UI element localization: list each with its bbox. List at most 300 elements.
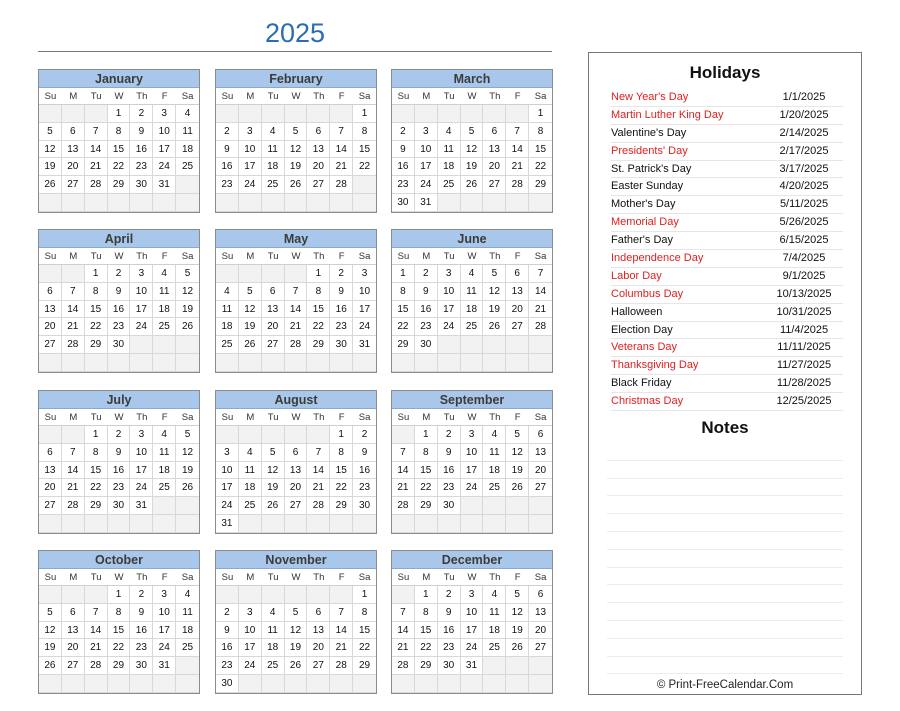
month-name: August bbox=[216, 391, 376, 409]
weekday-header: F bbox=[506, 248, 529, 265]
day-cell: 23 bbox=[216, 657, 239, 675]
day-cell: 15 bbox=[85, 301, 108, 319]
day-cell: 10 bbox=[461, 604, 484, 622]
day-cell: 25 bbox=[262, 657, 285, 675]
holiday-date: 1/1/2025 bbox=[782, 91, 826, 103]
day-cell: 1 bbox=[108, 105, 131, 123]
weekday-header: Su bbox=[392, 569, 415, 586]
month-march bbox=[391, 69, 553, 213]
holiday-date: 5/26/2025 bbox=[779, 216, 829, 229]
empty-day-cell bbox=[239, 105, 262, 123]
empty-day-cell bbox=[130, 675, 153, 693]
day-cell: 23 bbox=[353, 479, 376, 497]
day-cell: 4 bbox=[483, 426, 506, 444]
day-cell: 17 bbox=[438, 301, 461, 319]
holiday-name: Father's Day bbox=[611, 234, 674, 247]
day-cell: 20 bbox=[307, 158, 330, 176]
empty-day-cell bbox=[392, 426, 415, 444]
day-cell: 23 bbox=[392, 176, 415, 194]
day-cell: 7 bbox=[529, 265, 552, 283]
empty-day-cell bbox=[483, 515, 506, 533]
day-cell: 28 bbox=[285, 336, 308, 354]
empty-day-cell bbox=[176, 657, 199, 675]
day-cell: 11 bbox=[438, 141, 461, 159]
day-cell: 14 bbox=[285, 301, 308, 319]
day-cell: 6 bbox=[262, 283, 285, 301]
empty-day-cell bbox=[415, 105, 438, 123]
day-cell: 17 bbox=[130, 301, 153, 319]
note-line[interactable] bbox=[607, 443, 843, 461]
empty-day-cell bbox=[39, 265, 62, 283]
month-grid bbox=[216, 88, 376, 212]
day-cell: 30 bbox=[108, 336, 131, 354]
day-cell: 6 bbox=[62, 604, 85, 622]
day-cell: 11 bbox=[153, 444, 176, 462]
empty-day-cell bbox=[483, 105, 506, 123]
day-cell: 4 bbox=[153, 426, 176, 444]
notes-area[interactable] bbox=[607, 443, 843, 674]
empty-day-cell bbox=[529, 336, 552, 354]
day-cell: 24 bbox=[239, 657, 262, 675]
day-cell: 14 bbox=[529, 283, 552, 301]
month-name: September bbox=[392, 391, 552, 409]
day-cell: 29 bbox=[353, 657, 376, 675]
day-cell: 10 bbox=[438, 283, 461, 301]
day-cell: 4 bbox=[176, 586, 199, 604]
day-cell: 5 bbox=[239, 283, 262, 301]
empty-day-cell bbox=[529, 515, 552, 533]
day-cell: 7 bbox=[392, 444, 415, 462]
empty-day-cell bbox=[216, 354, 239, 372]
day-cell: 18 bbox=[262, 639, 285, 657]
holiday-row bbox=[611, 322, 843, 340]
weekday-header: M bbox=[415, 248, 438, 265]
day-cell: 13 bbox=[39, 462, 62, 480]
day-cell: 22 bbox=[529, 158, 552, 176]
empty-day-cell bbox=[153, 194, 176, 212]
day-cell: 13 bbox=[307, 622, 330, 640]
day-cell: 27 bbox=[529, 479, 552, 497]
day-cell: 25 bbox=[483, 479, 506, 497]
day-cell: 6 bbox=[39, 283, 62, 301]
empty-day-cell bbox=[285, 265, 308, 283]
day-cell: 12 bbox=[262, 462, 285, 480]
day-cell: 28 bbox=[506, 176, 529, 194]
day-cell: 10 bbox=[415, 141, 438, 159]
day-cell: 15 bbox=[108, 622, 131, 640]
note-line[interactable] bbox=[607, 514, 843, 532]
weekday-header: Tu bbox=[85, 409, 108, 426]
month-january bbox=[38, 69, 200, 213]
day-cell: 16 bbox=[438, 462, 461, 480]
weekday-header: F bbox=[330, 409, 353, 426]
day-cell: 7 bbox=[392, 604, 415, 622]
notes-title: Notes bbox=[701, 418, 749, 438]
holiday-name: Christmas Day bbox=[611, 395, 684, 408]
empty-day-cell bbox=[39, 105, 62, 123]
holiday-row bbox=[611, 196, 843, 214]
day-cell: 28 bbox=[85, 657, 108, 675]
empty-day-cell bbox=[483, 497, 506, 515]
empty-day-cell bbox=[216, 265, 239, 283]
weekday-header: Th bbox=[307, 409, 330, 426]
day-cell: 25 bbox=[153, 479, 176, 497]
month-grid bbox=[39, 248, 199, 372]
weekday-header: W bbox=[108, 248, 131, 265]
day-cell: 2 bbox=[130, 105, 153, 123]
empty-day-cell bbox=[262, 105, 285, 123]
day-cell: 3 bbox=[415, 123, 438, 141]
holiday-row bbox=[611, 107, 843, 125]
day-cell: 22 bbox=[108, 158, 131, 176]
day-cell: 2 bbox=[392, 123, 415, 141]
empty-day-cell bbox=[176, 194, 199, 212]
day-cell: 24 bbox=[461, 479, 484, 497]
day-cell: 9 bbox=[415, 283, 438, 301]
day-cell: 17 bbox=[239, 639, 262, 657]
note-line[interactable] bbox=[607, 532, 843, 550]
note-line[interactable] bbox=[607, 479, 843, 497]
month-august bbox=[215, 390, 377, 534]
month-grid bbox=[216, 248, 376, 372]
empty-day-cell bbox=[353, 194, 376, 212]
day-cell: 4 bbox=[239, 444, 262, 462]
day-cell: 3 bbox=[153, 105, 176, 123]
empty-day-cell bbox=[39, 354, 62, 372]
empty-day-cell bbox=[62, 426, 85, 444]
day-cell: 18 bbox=[262, 158, 285, 176]
holiday-name: Thanksgiving Day bbox=[611, 359, 699, 372]
note-line[interactable] bbox=[607, 461, 843, 479]
day-cell: 24 bbox=[461, 639, 484, 657]
day-cell: 27 bbox=[483, 176, 506, 194]
day-cell: 24 bbox=[130, 318, 153, 336]
day-cell: 16 bbox=[108, 462, 131, 480]
day-cell: 15 bbox=[307, 301, 330, 319]
empty-day-cell bbox=[39, 426, 62, 444]
weekday-header: M bbox=[415, 569, 438, 586]
day-cell: 27 bbox=[62, 657, 85, 675]
day-cell: 13 bbox=[39, 301, 62, 319]
day-cell: 22 bbox=[330, 479, 353, 497]
day-cell: 17 bbox=[353, 301, 376, 319]
day-cell: 31 bbox=[461, 657, 484, 675]
day-cell: 3 bbox=[130, 426, 153, 444]
note-line[interactable] bbox=[607, 496, 843, 514]
day-cell: 8 bbox=[307, 283, 330, 301]
holiday-row bbox=[611, 393, 843, 411]
day-cell: 21 bbox=[529, 301, 552, 319]
day-cell: 31 bbox=[353, 336, 376, 354]
day-cell: 19 bbox=[176, 301, 199, 319]
day-cell: 10 bbox=[239, 141, 262, 159]
empty-day-cell bbox=[438, 194, 461, 212]
day-cell: 5 bbox=[39, 604, 62, 622]
weekday-header: F bbox=[153, 569, 176, 586]
month-september bbox=[391, 390, 553, 534]
weekday-header: W bbox=[285, 248, 308, 265]
day-cell: 12 bbox=[461, 141, 484, 159]
day-cell: 22 bbox=[415, 639, 438, 657]
day-cell: 5 bbox=[285, 123, 308, 141]
day-cell: 17 bbox=[461, 462, 484, 480]
empty-day-cell bbox=[85, 105, 108, 123]
day-cell: 12 bbox=[506, 604, 529, 622]
note-line[interactable] bbox=[607, 639, 843, 657]
empty-day-cell bbox=[239, 426, 262, 444]
day-cell: 11 bbox=[483, 604, 506, 622]
empty-day-cell bbox=[415, 675, 438, 693]
day-cell: 29 bbox=[108, 176, 131, 194]
empty-day-cell bbox=[330, 105, 353, 123]
day-cell: 6 bbox=[307, 123, 330, 141]
weekday-header: Tu bbox=[438, 248, 461, 265]
empty-day-cell bbox=[239, 354, 262, 372]
day-cell: 2 bbox=[330, 265, 353, 283]
holiday-date: 11/4/2025 bbox=[779, 323, 829, 336]
month-grid bbox=[39, 569, 199, 693]
day-cell: 13 bbox=[483, 141, 506, 159]
weekday-header: Th bbox=[130, 409, 153, 426]
note-line[interactable] bbox=[607, 585, 843, 603]
month-grid bbox=[216, 569, 376, 693]
day-cell: 20 bbox=[285, 479, 308, 497]
empty-day-cell bbox=[392, 675, 415, 693]
day-cell: 8 bbox=[529, 123, 552, 141]
holiday-date: 2/14/2025 bbox=[779, 126, 829, 139]
month-name: July bbox=[39, 391, 199, 409]
empty-day-cell bbox=[461, 515, 484, 533]
empty-day-cell bbox=[438, 105, 461, 123]
holiday-date: 1/20/2025 bbox=[779, 108, 829, 121]
day-cell: 21 bbox=[85, 158, 108, 176]
note-line[interactable] bbox=[607, 657, 843, 675]
day-cell: 23 bbox=[108, 318, 131, 336]
weekday-header: Su bbox=[39, 88, 62, 105]
day-cell: 27 bbox=[506, 318, 529, 336]
day-cell: 9 bbox=[216, 141, 239, 159]
empty-day-cell bbox=[285, 675, 308, 693]
day-cell: 7 bbox=[62, 283, 85, 301]
day-cell: 5 bbox=[285, 604, 308, 622]
day-cell: 1 bbox=[108, 586, 131, 604]
day-cell: 10 bbox=[153, 604, 176, 622]
day-cell: 11 bbox=[176, 604, 199, 622]
weekday-header: M bbox=[239, 248, 262, 265]
day-cell: 19 bbox=[285, 158, 308, 176]
day-cell: 24 bbox=[130, 479, 153, 497]
empty-day-cell bbox=[108, 354, 131, 372]
empty-day-cell bbox=[39, 586, 62, 604]
day-cell: 9 bbox=[108, 444, 131, 462]
holiday-name: St. Patrick's Day bbox=[611, 162, 692, 175]
day-cell: 3 bbox=[461, 586, 484, 604]
day-cell: 15 bbox=[85, 462, 108, 480]
day-cell: 19 bbox=[39, 639, 62, 657]
weekday-header: Th bbox=[307, 569, 330, 586]
day-cell: 4 bbox=[216, 283, 239, 301]
day-cell: 23 bbox=[216, 176, 239, 194]
holiday-name: Valentine's Day bbox=[611, 126, 687, 139]
day-cell: 11 bbox=[239, 462, 262, 480]
day-cell: 30 bbox=[108, 497, 131, 515]
weekday-header: F bbox=[153, 248, 176, 265]
day-cell: 8 bbox=[353, 123, 376, 141]
day-cell: 30 bbox=[415, 336, 438, 354]
day-cell: 13 bbox=[529, 444, 552, 462]
day-cell: 18 bbox=[239, 479, 262, 497]
day-cell: 25 bbox=[239, 497, 262, 515]
note-line[interactable] bbox=[607, 550, 843, 568]
day-cell: 17 bbox=[153, 141, 176, 159]
note-line[interactable] bbox=[607, 603, 843, 621]
day-cell: 4 bbox=[438, 123, 461, 141]
empty-day-cell bbox=[506, 354, 529, 372]
day-cell: 27 bbox=[307, 176, 330, 194]
day-cell: 20 bbox=[39, 318, 62, 336]
day-cell: 18 bbox=[153, 462, 176, 480]
empty-day-cell bbox=[85, 354, 108, 372]
empty-day-cell bbox=[529, 497, 552, 515]
day-cell: 6 bbox=[285, 444, 308, 462]
month-grid bbox=[216, 409, 376, 533]
note-line[interactable] bbox=[607, 621, 843, 639]
empty-day-cell bbox=[239, 515, 262, 533]
empty-day-cell bbox=[330, 194, 353, 212]
day-cell: 7 bbox=[506, 123, 529, 141]
day-cell: 26 bbox=[39, 176, 62, 194]
day-cell: 8 bbox=[108, 123, 131, 141]
empty-day-cell bbox=[285, 586, 308, 604]
day-cell: 26 bbox=[285, 176, 308, 194]
day-cell: 26 bbox=[262, 497, 285, 515]
day-cell: 3 bbox=[239, 123, 262, 141]
month-april bbox=[38, 229, 200, 373]
month-june bbox=[391, 229, 553, 373]
empty-day-cell bbox=[239, 194, 262, 212]
day-cell: 30 bbox=[438, 657, 461, 675]
day-cell: 10 bbox=[461, 444, 484, 462]
day-cell: 25 bbox=[176, 639, 199, 657]
day-cell: 9 bbox=[130, 604, 153, 622]
empty-day-cell bbox=[529, 675, 552, 693]
day-cell: 29 bbox=[529, 176, 552, 194]
day-cell: 3 bbox=[153, 586, 176, 604]
month-name: April bbox=[39, 230, 199, 248]
day-cell: 7 bbox=[85, 604, 108, 622]
holiday-date: 11/27/2025 bbox=[776, 359, 832, 372]
day-cell: 3 bbox=[130, 265, 153, 283]
day-cell: 12 bbox=[39, 622, 62, 640]
holiday-name: Easter Sunday bbox=[611, 180, 684, 193]
month-grid bbox=[39, 409, 199, 533]
day-cell: 6 bbox=[483, 123, 506, 141]
day-cell: 6 bbox=[506, 265, 529, 283]
day-cell: 27 bbox=[285, 497, 308, 515]
holidays-title: Holidays bbox=[689, 63, 761, 82]
empty-day-cell bbox=[285, 426, 308, 444]
day-cell: 31 bbox=[415, 194, 438, 212]
empty-day-cell bbox=[62, 105, 85, 123]
day-cell: 7 bbox=[62, 444, 85, 462]
month-grid bbox=[392, 409, 552, 533]
day-cell: 9 bbox=[130, 123, 153, 141]
day-cell: 20 bbox=[62, 158, 85, 176]
month-grid bbox=[392, 88, 552, 212]
day-cell: 29 bbox=[85, 336, 108, 354]
weekday-header: Su bbox=[216, 248, 239, 265]
holiday-row bbox=[611, 304, 843, 322]
day-cell: 17 bbox=[415, 158, 438, 176]
day-cell: 19 bbox=[262, 479, 285, 497]
day-cell: 16 bbox=[353, 462, 376, 480]
holiday-date: 10/31/2025 bbox=[776, 305, 832, 318]
holiday-date: 7/4/2025 bbox=[782, 252, 826, 265]
day-cell: 4 bbox=[461, 265, 484, 283]
empty-day-cell bbox=[353, 176, 376, 194]
day-cell: 2 bbox=[216, 123, 239, 141]
day-cell: 25 bbox=[216, 336, 239, 354]
day-cell: 2 bbox=[216, 604, 239, 622]
day-cell: 26 bbox=[176, 479, 199, 497]
day-cell: 5 bbox=[176, 265, 199, 283]
day-cell: 19 bbox=[39, 158, 62, 176]
day-cell: 29 bbox=[85, 497, 108, 515]
day-cell: 16 bbox=[438, 622, 461, 640]
day-cell: 9 bbox=[392, 141, 415, 159]
day-cell: 31 bbox=[153, 657, 176, 675]
day-cell: 9 bbox=[438, 604, 461, 622]
day-cell: 22 bbox=[307, 318, 330, 336]
holiday-name: Columbus Day bbox=[611, 287, 684, 300]
day-cell: 22 bbox=[353, 639, 376, 657]
month-name: November bbox=[216, 551, 376, 569]
weekday-header: F bbox=[330, 248, 353, 265]
holiday-date: 3/17/2025 bbox=[779, 162, 829, 175]
day-cell: 1 bbox=[330, 426, 353, 444]
empty-day-cell bbox=[438, 354, 461, 372]
day-cell: 30 bbox=[330, 336, 353, 354]
day-cell: 28 bbox=[330, 176, 353, 194]
note-line[interactable] bbox=[607, 568, 843, 586]
day-cell: 26 bbox=[285, 657, 308, 675]
day-cell: 28 bbox=[62, 336, 85, 354]
day-cell: 28 bbox=[62, 497, 85, 515]
day-cell: 10 bbox=[239, 622, 262, 640]
day-cell: 16 bbox=[108, 301, 131, 319]
day-cell: 25 bbox=[483, 639, 506, 657]
empty-day-cell bbox=[353, 515, 376, 533]
weekday-header: W bbox=[461, 569, 484, 586]
weekday-header: Sa bbox=[176, 88, 199, 105]
empty-day-cell bbox=[506, 515, 529, 533]
day-cell: 23 bbox=[415, 318, 438, 336]
day-cell: 26 bbox=[461, 176, 484, 194]
day-cell: 23 bbox=[330, 318, 353, 336]
empty-day-cell bbox=[353, 675, 376, 693]
day-cell: 27 bbox=[39, 497, 62, 515]
holiday-date: 11/28/2025 bbox=[776, 377, 832, 390]
day-cell: 13 bbox=[62, 141, 85, 159]
empty-day-cell bbox=[529, 194, 552, 212]
day-cell: 29 bbox=[392, 336, 415, 354]
month-name: October bbox=[39, 551, 199, 569]
empty-day-cell bbox=[415, 515, 438, 533]
month-october bbox=[38, 550, 200, 694]
day-cell: 11 bbox=[216, 301, 239, 319]
holiday-row bbox=[611, 268, 843, 286]
day-cell: 8 bbox=[392, 283, 415, 301]
